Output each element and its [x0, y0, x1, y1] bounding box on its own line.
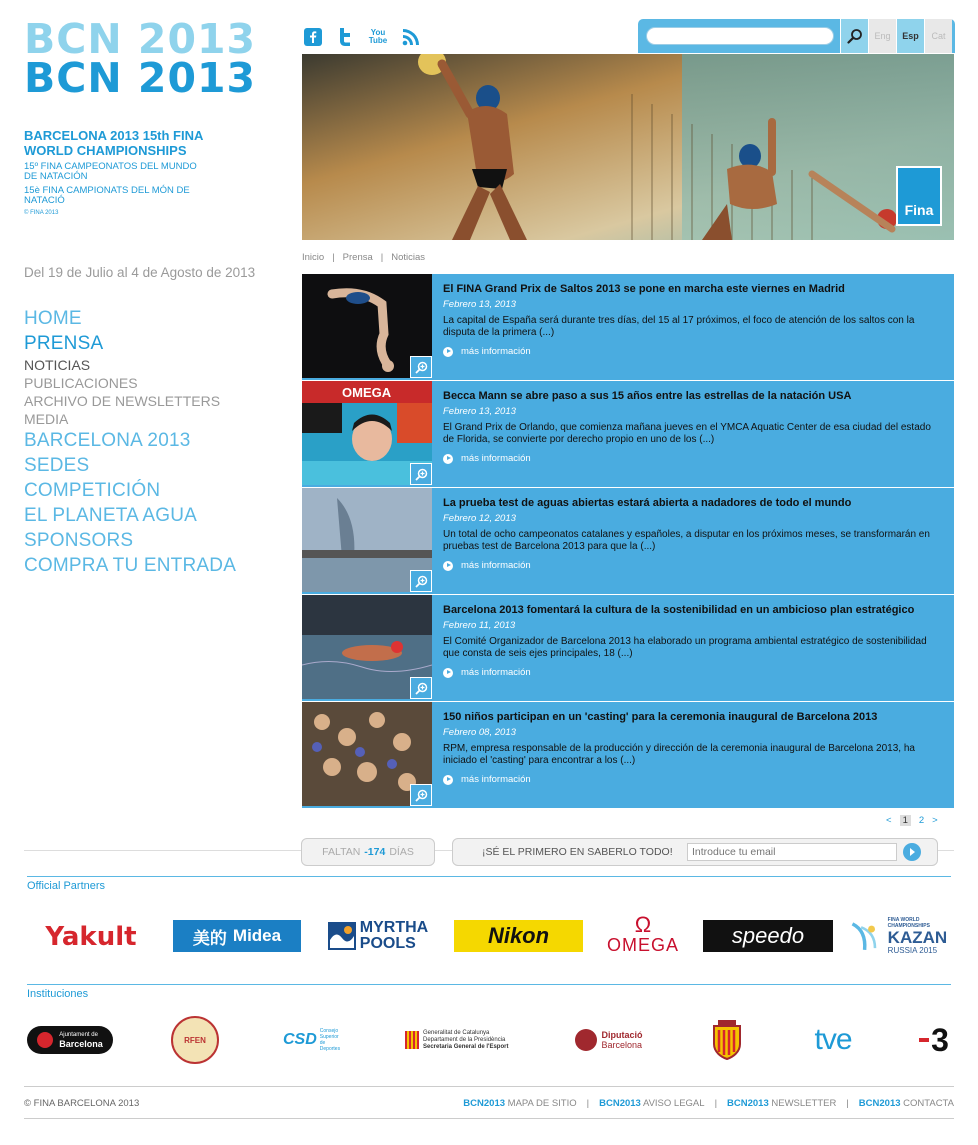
kazan-text [888, 917, 953, 955]
ajuntament-name: Barcelona [59, 1039, 103, 1049]
tagline-copyright: © FINA 2013 [24, 210, 59, 216]
facebook-icon[interactable] [302, 26, 324, 48]
ajuntament-logo[interactable] [27, 1026, 113, 1054]
divider [24, 1086, 954, 1087]
news-thumbnail[interactable] [302, 488, 432, 592]
breadcrumb [302, 252, 425, 263]
youtube-text: You Tube [368, 28, 388, 45]
news-title[interactable]: Becca Mann se abre paso a sus 15 años entre las estrellas de la natación USA [443, 390, 852, 402]
footer-brand: BCN2013 [599, 1098, 641, 1109]
footer-separator: | [714, 1098, 718, 1109]
generalitat-line3: Secretaria General de l'Esport [423, 1043, 509, 1050]
divider [27, 876, 951, 877]
more-info-label: más información [461, 667, 531, 678]
institutions-logos [27, 1016, 955, 1066]
logo-line-1: BCN 2013 [24, 15, 257, 63]
ajuntament-icon [37, 1032, 53, 1048]
news-body [432, 702, 954, 808]
kazan-title: KAZAN [887, 928, 948, 947]
nav-noticias[interactable]: NOTICIAS [24, 357, 91, 373]
breadcrumb-noticias: Noticias [391, 252, 426, 263]
rss-icon[interactable] [400, 26, 422, 48]
generalitat-line2: Departament de la Presidència [423, 1036, 506, 1043]
csd-text: Consejo Superior de Deportes [319, 1028, 341, 1052]
news-item [302, 595, 954, 701]
midea-cn-text: 美的 [192, 928, 227, 948]
play-icon [443, 454, 453, 464]
midea-text: Midea [232, 926, 282, 945]
news-body [432, 595, 954, 701]
myrtha-text [360, 920, 428, 952]
csd-logo[interactable] [283, 1020, 345, 1060]
news-item [302, 702, 954, 808]
institutions-title: Instituciones [27, 988, 89, 1000]
footer-newsletter-label: NEWSLETTER [771, 1098, 837, 1109]
generalitat-icon [405, 1031, 419, 1049]
news-date: Febrero 08, 2013 [443, 727, 516, 738]
pager-current: 1 [900, 815, 911, 826]
lang-cat[interactable]: Cat [924, 19, 952, 53]
tv3-text: 3 [931, 1021, 949, 1058]
pager-page-2[interactable]: 2 [918, 815, 925, 826]
play-icon [443, 668, 453, 678]
tv3-bar [919, 1038, 929, 1042]
more-info-link[interactable] [443, 774, 942, 785]
myrtha-line1: MYRTHA [359, 919, 429, 936]
svg-text:OMEGA: OMEGA [342, 385, 392, 400]
omega-symbol: Ω [634, 912, 652, 937]
breadcrumb-inicio[interactable]: Inicio [302, 252, 325, 263]
championship-tagline [24, 128, 204, 216]
footer-links [463, 1098, 954, 1109]
tve-logo[interactable]: tve [814, 1023, 852, 1056]
social-links [302, 26, 422, 48]
footer-mapa-label: MAPA DE SITIO [507, 1098, 577, 1109]
news-excerpt: La capital de España será durante tres días, del 15 al 17 próximos, el foco de atención de los saltos con la disputa de la primera (...) [443, 315, 915, 338]
more-info-label: más información [461, 453, 531, 464]
speedo-logo[interactable]: speedo [703, 920, 833, 952]
zoom-icon[interactable] [410, 463, 432, 485]
news-body [432, 381, 954, 487]
generalitat-line1: Generalitat de Catalunya [423, 1029, 490, 1036]
nav-sedes[interactable]: SEDES [24, 455, 90, 476]
youtube-icon[interactable] [366, 26, 390, 48]
csd-mark: CSD [283, 1031, 317, 1048]
pager-prev[interactable]: < [886, 815, 892, 826]
news-date: Febrero 12, 2013 [443, 513, 516, 524]
main-nav [24, 306, 274, 578]
nav-planeta-agua[interactable]: EL PLANETA AGUA [24, 505, 198, 526]
search-input[interactable] [646, 27, 834, 45]
search-button[interactable] [840, 19, 868, 53]
news-item [302, 488, 954, 594]
ajuntament-text [59, 1031, 103, 1049]
nav-prensa[interactable]: PRENSA [24, 333, 104, 354]
logo-line-2 [24, 54, 264, 102]
myrtha-pools-logo[interactable] [319, 918, 437, 954]
tv3-logo[interactable] [915, 1020, 953, 1060]
news-list [302, 274, 954, 808]
divider [27, 984, 951, 985]
footer-brand: BCN2013 [858, 1098, 901, 1109]
yakult-logo[interactable]: Yakult [45, 922, 137, 952]
footer-contacta-label: CONTACTA [903, 1098, 954, 1109]
lang-eng[interactable]: Eng [868, 19, 896, 53]
news-body [432, 488, 954, 594]
nav-barcelona-2013[interactable]: BARCELONA 2013 [24, 430, 191, 451]
footer-brand: BCN2013 [727, 1098, 769, 1109]
zoom-icon[interactable] [410, 356, 432, 378]
news-date: Febrero 13, 2013 [443, 406, 516, 417]
water-polo-photo [302, 54, 954, 240]
tagline-english: BARCELONA 2013 15th FINA WORLD CHAMPIONSHIPS [24, 128, 203, 158]
zoom-icon[interactable] [410, 570, 432, 592]
lang-esp[interactable]: Esp [896, 19, 924, 53]
countdown-suffix: DÍAS [389, 846, 414, 858]
myrtha-icon [328, 922, 356, 950]
nav-media[interactable]: MEDIA [24, 411, 69, 427]
nav-competicion[interactable]: COMPETICIÓN [24, 480, 161, 501]
kazan-icon [849, 916, 884, 956]
diputacio-text [601, 1030, 642, 1050]
newsletter-email-input[interactable] [687, 843, 897, 861]
news-date: Febrero 11, 2013 [443, 620, 516, 631]
bcn2013-logo[interactable] [24, 15, 264, 102]
more-info-label: más información [461, 560, 531, 571]
logo-line-2-text: BCN 2013 [24, 54, 257, 102]
hero-banner [302, 54, 954, 240]
footer-aviso-label: AVISO LEGAL [642, 1098, 705, 1109]
divider [24, 1118, 954, 1119]
pager-next[interactable]: > [932, 815, 938, 826]
myrtha-line2: POOLS [359, 935, 416, 952]
partners-logos [27, 912, 955, 962]
news-item [302, 274, 954, 380]
news-excerpt: El Comité Organizador de Barcelona 2013 ha elaborado un programa ambiental estratégico de sostenibilidad que consta de seis ejes principales, 18 (...) [443, 636, 927, 659]
rfen-logo[interactable]: RFEN [171, 1016, 219, 1064]
generalitat-logo[interactable] [405, 1026, 509, 1054]
pagination [886, 815, 938, 826]
news-title[interactable]: Barcelona 2013 fomentará la cultura de la sostenibilidad en un ambicioso plan estratégico [443, 604, 915, 616]
tagline-spanish: 15º FINA CAMPEONATOS DEL MUNDO DE NATACIÓN [24, 161, 197, 182]
more-info-link[interactable] [443, 560, 942, 571]
zoom-icon[interactable] [410, 784, 432, 806]
countdown-prefix: FALTAN [322, 846, 361, 858]
diputacio-line1: Diputació [601, 1030, 643, 1040]
newsletter-label: ¡SÉ EL PRIMERO EN SABERLO TODO! [482, 846, 673, 858]
nav-archivo-newsletters[interactable]: ARCHIVO DE NEWSLETTERS [24, 393, 221, 409]
fina-logo: Fina [896, 166, 942, 226]
tagline-catalan: 15è FINA CAMPIONATS DEL MÓN DE NATACIÓ [24, 185, 190, 206]
breadcrumb-separator: | [380, 252, 384, 263]
breadcrumb-prensa[interactable]: Prensa [342, 252, 373, 263]
search-icon [847, 28, 863, 44]
footer-newsletter-link[interactable] [727, 1098, 836, 1109]
coat-of-arms-logo[interactable] [709, 1020, 745, 1060]
play-icon [443, 347, 453, 357]
zoom-icon[interactable] [410, 677, 432, 699]
diputacio-icon [575, 1029, 597, 1051]
footer-mapa-link[interactable] [463, 1098, 576, 1109]
news-date: Febrero 13, 2013 [443, 299, 516, 310]
ajuntament-small: Ajuntament de [59, 1032, 98, 1038]
news-excerpt: Un total de ocho campeonatos catalanes y españoles, a disputar en los próximos meses, se transformarán en pruebas test de Barcelona 2013 para que la (...) [443, 529, 930, 552]
omega-logo[interactable] [601, 912, 685, 958]
news-thumbnail[interactable] [302, 702, 432, 806]
nav-home[interactable]: HOME [24, 308, 82, 329]
more-info-label: más información [461, 774, 531, 785]
kazan-small: FINA WORLD CHAMPIONSHIPS [887, 917, 930, 929]
nav-compra-entrada[interactable]: COMPRA TU ENTRADA [24, 555, 237, 576]
twitter-icon[interactable] [334, 26, 356, 48]
diputacio-line2: Barcelona [601, 1040, 643, 1050]
event-dates: Del 19 de Julio al 4 de Agosto de 2013 [24, 265, 256, 280]
more-info-link[interactable] [443, 667, 942, 678]
copyright: © FINA BARCELONA 2013 [24, 1098, 140, 1109]
more-info-link[interactable] [443, 346, 942, 357]
more-info-link[interactable] [443, 453, 942, 464]
news-title[interactable]: La prueba test de aguas abiertas estará abierta a nadadores de todo el mundo [443, 497, 852, 509]
kazan-2015-logo[interactable] [849, 914, 953, 958]
news-excerpt: RPM, empresa responsable de la producción y dirección de la ceremonia inaugural de Barcelona 2013, ha iniciado el 'casting' para encontrar a los (...) [443, 743, 915, 766]
partners-title: Official Partners [27, 880, 106, 892]
countdown-days: -174 [364, 846, 386, 858]
footer-brand: BCN2013 [463, 1098, 506, 1109]
nav-publicaciones[interactable]: PUBLICACIONES [24, 375, 138, 391]
play-icon [443, 775, 453, 785]
play-icon [443, 561, 453, 571]
news-excerpt: El Grand Prix de Orlando, que comienza mañana jueves en el YMCA Aquatic Center de esa ciudad del estado de Florida, se convierte por derecho propio en uno de los (...) [443, 422, 931, 445]
news-item [302, 381, 954, 487]
newsletter-submit-button[interactable] [903, 843, 921, 861]
news-thumbnail[interactable] [302, 274, 432, 378]
news-thumbnail[interactable] [302, 381, 432, 485]
omega-text: OMEGA [606, 935, 679, 955]
footer-aviso-link[interactable] [599, 1098, 704, 1109]
coat-of-arms-icon [710, 1020, 744, 1060]
countdown [301, 838, 435, 866]
footer-contacta-link[interactable] [859, 1098, 954, 1109]
midea-logo[interactable] [173, 920, 301, 952]
more-info-label: más información [461, 346, 531, 357]
diputacio-logo[interactable] [568, 1026, 650, 1054]
search-bar [638, 19, 955, 53]
news-thumbnail[interactable] [302, 595, 432, 699]
nav-sponsors[interactable]: SPONSORS [24, 530, 134, 551]
newsletter-signup [452, 838, 938, 866]
nikon-logo[interactable]: Nikon [454, 920, 583, 952]
news-body [432, 274, 954, 380]
kazan-sub: RUSSIA 2015 [887, 946, 938, 955]
footer-separator: | [586, 1098, 590, 1109]
breadcrumb-separator: | [332, 252, 335, 263]
news-title[interactable]: El FINA Grand Prix de Saltos 2013 se pone en marcha este viernes en Madrid [443, 283, 845, 295]
news-title[interactable]: 150 niños participan en un 'casting' para la ceremonia inaugural de Barcelona 2013 [443, 711, 878, 723]
footer-separator: | [846, 1098, 849, 1109]
generalitat-text [423, 1030, 508, 1051]
